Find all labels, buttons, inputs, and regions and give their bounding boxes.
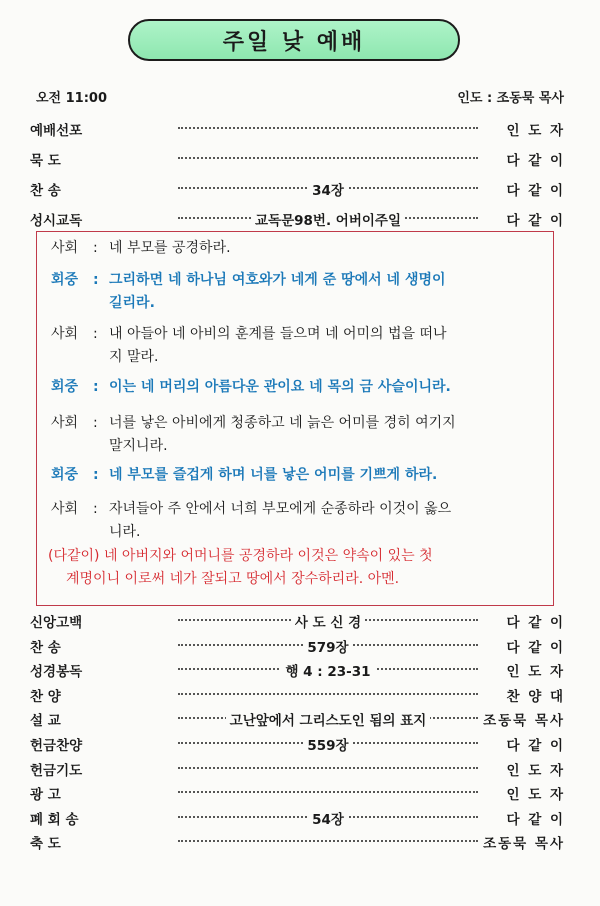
- reading-text-continued: 지 말라.: [109, 349, 159, 365]
- order-item-label: 성경봉독: [30, 664, 83, 681]
- dot-leader: [178, 113, 478, 129]
- order-row: [30, 209, 565, 233]
- order-item-label: 헌금기도: [30, 762, 83, 779]
- dot-leader: [178, 826, 478, 842]
- order-item-performer: 다 같 이: [506, 615, 565, 631]
- unison-line-2: 계명이니 이로써 네가 잘되고 땅에서 장수하리라. 아멘.: [66, 571, 400, 587]
- speaker-colon: :: [93, 379, 99, 395]
- order-item-label: 찬 양: [30, 688, 61, 705]
- order-item-performer: 다 같 이: [506, 738, 565, 754]
- unison-reading: [48, 545, 548, 591]
- order-item-performer: 인 도 자: [506, 123, 565, 139]
- order-row: [30, 179, 565, 203]
- order-item-label: 찬 송: [30, 639, 61, 656]
- speaker-label: 사회: [51, 501, 79, 517]
- speaker-colon: :: [93, 501, 98, 517]
- speaker-label: 회중: [51, 379, 79, 395]
- order-item-label: 예배선포: [30, 123, 83, 139]
- reading-text: 내 아들아 네 아비의 훈계를 들으며 네 어미의 법을 떠나: [109, 326, 447, 342]
- dot-leader: [178, 777, 478, 793]
- order-item-performer: 다 같 이: [506, 153, 565, 169]
- reading-text: 너를 낳은 아비에게 청종하고 네 늙은 어미를 경히 여기지: [109, 415, 456, 431]
- speaker-label: 사회: [51, 415, 79, 431]
- dot-leader: [178, 679, 478, 695]
- order-item-label: 묵 도: [30, 153, 61, 169]
- page-title: 주일 낮 예배: [128, 19, 460, 61]
- order-item-performer: 조동묵 목사: [483, 836, 565, 853]
- order-item-detail: 교독문98번. 어버이주일: [178, 209, 478, 229]
- congregation-line: [51, 269, 551, 315]
- order-item-label: 찬 송: [30, 183, 61, 199]
- service-time: 오전 11:00: [36, 91, 108, 106]
- speaker-label: 사회: [51, 240, 79, 256]
- reading-text: 네 부모를 즐겁게 하며 너를 낳은 어미를 기쁘게 하라.: [109, 467, 438, 483]
- order-item-detail: 54장: [178, 808, 478, 828]
- order-item-label: 광 고: [30, 787, 61, 804]
- service-leader: 인도 : 조동묵 목사: [457, 91, 564, 106]
- order-item-performer: 다 같 이: [506, 811, 565, 828]
- order-row: [30, 832, 565, 856]
- reading-text: 이는 네 머리의 아름다운 관이요 네 목의 금 사슬이니라.: [109, 379, 451, 395]
- order-item-detail: 사 도 신 경: [178, 611, 478, 631]
- order-item-detail: 고난앞에서 그리스도인 됨의 표지: [178, 709, 478, 729]
- order-row: [30, 119, 565, 143]
- order-item-performer: 다 같 이: [506, 213, 565, 229]
- unison-line-1: (다같이) 네 아버지와 어머니를 공경하라 이것은 약속이 있는 첫: [48, 548, 433, 564]
- order-item-performer: 다 같 이: [506, 183, 565, 199]
- dot-leader: [178, 753, 478, 769]
- order-item-detail: 559장: [178, 734, 478, 754]
- dot-leader: [178, 143, 478, 159]
- speaker-label: 사회: [51, 326, 79, 342]
- reading-text: 네 부모를 공경하라.: [109, 240, 231, 256]
- congregation-line: [51, 376, 551, 399]
- order-item-label: 설 교: [30, 713, 61, 730]
- speaker-colon: :: [93, 326, 98, 342]
- speaker-colon: :: [93, 272, 99, 288]
- speaker-label: 회중: [51, 272, 79, 288]
- leader-line: [51, 498, 551, 544]
- order-item-label: 성시교독: [30, 213, 83, 229]
- order-item-performer: 인 도 자: [506, 664, 565, 681]
- order-item-label: 신앙고백: [30, 615, 83, 631]
- order-item-detail: 행 4 : 23-31: [178, 660, 478, 680]
- reading-text: 그리하면 네 하나님 여호와가 네게 준 땅에서 네 생명이: [109, 272, 446, 288]
- congregation-line: [51, 464, 551, 487]
- order-item-label: 헌금찬양: [30, 738, 83, 754]
- order-item-performer: 조동묵 목사: [483, 713, 565, 730]
- leader-line: [51, 323, 551, 369]
- order-item-label: 축 도: [30, 836, 61, 853]
- leader-line: [51, 412, 551, 458]
- speaker-colon: :: [93, 240, 98, 256]
- reading-text-continued: 니라.: [109, 524, 141, 540]
- order-item-performer: 찬 양 대: [506, 688, 565, 705]
- reading-text-continued: 길리라.: [109, 295, 155, 311]
- order-item-detail: 34장: [178, 179, 478, 199]
- order-item-label: 폐 회 송: [30, 811, 79, 828]
- order-row: [30, 149, 565, 173]
- order-item-performer: 다 같 이: [506, 639, 565, 656]
- leader-line: [51, 237, 551, 260]
- speaker-label: 회중: [51, 467, 79, 483]
- reading-text-continued: 말지니라.: [109, 438, 168, 454]
- speaker-colon: :: [93, 415, 98, 431]
- reading-text: 자녀들아 주 안에서 너희 부모에게 순종하라 이것이 옳으: [109, 501, 452, 517]
- order-item-detail: 579장: [178, 636, 478, 656]
- order-item-performer: 인 도 자: [506, 762, 565, 779]
- order-item-performer: 인 도 자: [506, 787, 565, 804]
- speaker-colon: :: [93, 467, 99, 483]
